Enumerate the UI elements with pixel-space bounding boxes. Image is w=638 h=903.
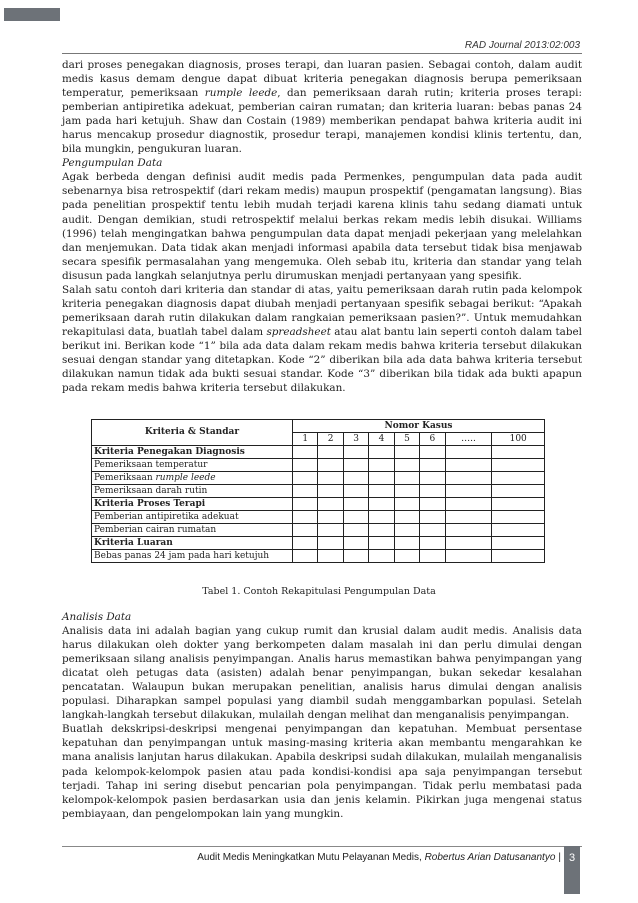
criteria-row (92, 511, 545, 524)
journal-logo-bar (4, 8, 60, 21)
table-cell (492, 524, 545, 537)
table-cell (293, 511, 318, 524)
table-cell (293, 524, 318, 537)
criteria-group-row (92, 537, 545, 550)
table-cell (343, 459, 368, 472)
table-cell (492, 459, 545, 472)
table-cell (445, 472, 492, 485)
table-cell (492, 511, 545, 524)
main-text-lower (62, 610, 582, 821)
table-cell (343, 550, 368, 563)
table-cell (420, 459, 445, 472)
criteria-label: Pemeriksaan rumple leede (92, 472, 293, 485)
table-cell (343, 446, 368, 459)
footer-divider (62, 846, 582, 847)
table-cell (420, 537, 445, 550)
criteria-label: Pemeriksaan darah rutin (92, 485, 293, 498)
case-number: 2 (318, 433, 343, 446)
criteria-label: Bebas panas 24 jam pada hari ketujuh (92, 550, 293, 563)
criteria-row (92, 459, 545, 472)
table-caption: Tabel 1. Contoh Rekapitulasi Pengumpulan Data (202, 586, 436, 597)
journal-header: RAD Journal 2013:02:003 (464, 40, 580, 51)
table-cell (445, 537, 492, 550)
criteria-row (92, 485, 545, 498)
case-number: 4 (369, 433, 394, 446)
table-cell (318, 524, 343, 537)
table-cell (369, 550, 394, 563)
table-cell (492, 485, 545, 498)
header-divider (62, 53, 582, 54)
table-header-row (92, 420, 545, 433)
table-cell (420, 472, 445, 485)
table-cell (293, 485, 318, 498)
criteria-group-title: Kriteria Luaran (92, 537, 293, 550)
criteria-header: Kriteria & Standar (92, 420, 293, 446)
table-cell (394, 446, 419, 459)
table-cell (492, 446, 545, 459)
table-cell (318, 459, 343, 472)
table-cell (394, 485, 419, 498)
table-cell (394, 524, 419, 537)
table-cell (394, 472, 419, 485)
table-cell (492, 498, 545, 511)
table-cell (318, 537, 343, 550)
criteria-group-row (92, 498, 545, 511)
case-number: 100 (492, 433, 545, 446)
footer-text: Audit Medis Meningkatkan Mutu Pelayanan Medis, Robertus Arian Datusanantyo | (197, 852, 561, 863)
table-cell (394, 550, 419, 563)
table-cell (343, 537, 368, 550)
case-number: 5 (394, 433, 419, 446)
table-cell (492, 537, 545, 550)
table-cell (394, 537, 419, 550)
table-cell (369, 459, 394, 472)
table-cell (492, 472, 545, 485)
table-cell (445, 550, 492, 563)
table-cell (343, 511, 368, 524)
section-heading-pengumpulan: Pengumpulan Data (62, 157, 163, 170)
paragraph-criteria-example: dari proses penegakan diagnosis, proses terapi, dan luaran pasien. Sebagai contoh, dalam audit medis kasus demam dengue dapat dibuat kriteria penegakan diagnosis berupa pemeriksaan temperatur, pemeriksaan rumple leede, dan pemeriksaan darah rutin; kriteria proses terapi: pemberian antipiretika adekuat, pemberian cairan rumatan; dan kriteria luaran: bebas panas 24 jam pada hari ketujuh. Shaw dan Costain (1989) memberikan pendapat bahwa kriteria audit ini harus mencakup prosedur diagnostik, prosedur terapi, manajemen kondisi klinis tertentu, dan, bila mungkin, pengukuran luaran. (62, 59, 582, 156)
table-cell (420, 446, 445, 459)
table-cell (394, 511, 419, 524)
table-cell (318, 485, 343, 498)
table-cell (420, 550, 445, 563)
table-cell (293, 550, 318, 563)
case-number: 6 (420, 433, 445, 446)
page-number: 3 (564, 846, 580, 894)
cases-header: Nomor Kasus (293, 420, 545, 433)
table-cell (445, 498, 492, 511)
table-cell (293, 459, 318, 472)
table-cell (318, 550, 343, 563)
table-cell (394, 459, 419, 472)
table-cell (318, 446, 343, 459)
table-cell (369, 524, 394, 537)
table-cell (420, 498, 445, 511)
table-cell (369, 472, 394, 485)
table-cell (420, 485, 445, 498)
table-cell (293, 498, 318, 511)
paragraph-deskripsi: Buatlah dekskripsi-deskripsi mengenai penyimpangan dan kepatuhan. Membuat persentase kepatuhan dan penyimpangan untuk masing-masing kriteria akan membantu mengarahkan ke mana analisis lanjutan harus dilakukan. Apabila deskripsi sudah dilakukan, mulailah menganalisis pada kelompok-kelompok pasien atau pada kondisi-kondisi apa saja penyimpangan tersebut terjadi. Tahap ini sering disebut pencarian pola penyimpangan. Tidak perlu membatasi pada kelompok-kelompok pasien berdasarkan usia dan jenis kelamin. Pikirkan juga mengenai status pembiayaan, dan pengelompokan lain yang mungkin. (62, 723, 582, 820)
criteria-row (92, 550, 545, 563)
case-number: ….. (445, 433, 492, 446)
section-heading-analisis: Analisis Data (62, 611, 132, 623)
paragraph-analisis: Analisis data ini adalah bagian yang cukup rumit dan krusial dalam audit medis. Analisis data harus dilakukan oleh dokter yang berkompeten dalam masalah ini dan perlu dimulai dengan pemeriksaan silang analisis penyimpangan. Analis harus memastikan bahwa penyimpangan yang dicatat oleh petugas data (asisten) adalah benar penyimpangan, bukan sekedar kesalahan pencatatan. Walaupun bukan merupakan penelitian, analisis harus dimulai dengan analisis populasi. Diharapkan sampel populasi yang diambil sudah menggambarkan populasi. Setelah langkah-langkah tersebut dilakukan, mulailah dengan melihat dan menganalisis penyimpangan. (62, 625, 582, 722)
table-cell (369, 498, 394, 511)
table-cell (445, 446, 492, 459)
table-cell (318, 511, 343, 524)
table-cell (293, 446, 318, 459)
table-cell (445, 511, 492, 524)
table-cell (420, 511, 445, 524)
table-cell (369, 537, 394, 550)
table-cell (420, 524, 445, 537)
case-number: 1 (293, 433, 318, 446)
paragraph-pengumpulan: Agak berbeda dengan definisi audit medis pada Permenkes, pengumpulan data pada audit sebenarnya bisa retrospektif (dari rekam medis) maupun prospektif (pengamatan langsung). Bias pada penelitian prospektif tentu lebih mudah terjadi karena klinis tahu sedang diamati untuk audit. Dengan demikian, studi retrospektif melalui berkas rekam medis lebih disukai. Williams (1996) telah mengingatkan bahwa pengumpulan data dapat menjadi pekerjaan yang melelahkan dan menjemukan. Data tidak akan menjadi informasi apabila data tersebut tidak bisa menjawab secara spesifik permasalahan yang mengemuka. Oleh sebab itu, kriteria dan standar yang telah disusun pada langkah selanjutnya perlu dirumuskan menjadi pertanyaan yang spesifik. (62, 171, 582, 282)
main-text-upper (62, 58, 582, 395)
table-cell (445, 485, 492, 498)
table-cell (369, 446, 394, 459)
table-cell (318, 498, 343, 511)
table-cell (445, 524, 492, 537)
recap-table (91, 419, 545, 563)
case-number: 3 (343, 433, 368, 446)
table-cell (369, 485, 394, 498)
table-cell (445, 459, 492, 472)
criteria-label: Pemberian antipiretika adekuat (92, 511, 293, 524)
table-cell (369, 511, 394, 524)
paragraph-contoh-kriteria: Salah satu contoh dari kriteria dan standar di atas, yaitu pemeriksaan darah rutin pada kelompok kriteria penegakan diagnosis dapat diubah menjadi pertanyaan spesifik sebagai berikut: “Apakah pemeriksaan darah rutin dilakukan dalam rangkaian pemeriksaan pasien?”. Untuk memudahkan rekapitulasi data, buatlah tabel dalam spreadsheet atau alat bantu lain seperti contoh dalam tabel berikut ini. Berikan kode “1” bila ada data dalam rekam medis bahwa kriteria tersebut dilakukan sesuai dengan standar yang ditetapkan. Kode “2” diberikan bila ada data bahwa kriteria tersebut dilakukan namun tidak ada bukti sesuai standar. Kode “3” diberikan bila tidak ada bukti apapun pada rekam medis bahwa kriteria tersebut dilakukan. (62, 283, 583, 395)
table-cell (343, 498, 368, 511)
table-cell (343, 472, 368, 485)
table-cell (394, 498, 419, 511)
criteria-label: Pemeriksaan temperatur (92, 459, 293, 472)
table-cell (293, 537, 318, 550)
table-cell (492, 550, 545, 563)
criteria-group-title: Kriteria Penegakan Diagnosis (92, 446, 293, 459)
criteria-group-title: Kriteria Proses Terapi (92, 498, 293, 511)
table-cell (318, 472, 343, 485)
table-cell (343, 485, 368, 498)
criteria-group-row (92, 446, 545, 459)
table-cell (293, 472, 318, 485)
criteria-label: Pemberian cairan rumatan (92, 524, 293, 537)
criteria-row (92, 472, 545, 485)
criteria-row (92, 524, 545, 537)
table-cell (343, 524, 368, 537)
